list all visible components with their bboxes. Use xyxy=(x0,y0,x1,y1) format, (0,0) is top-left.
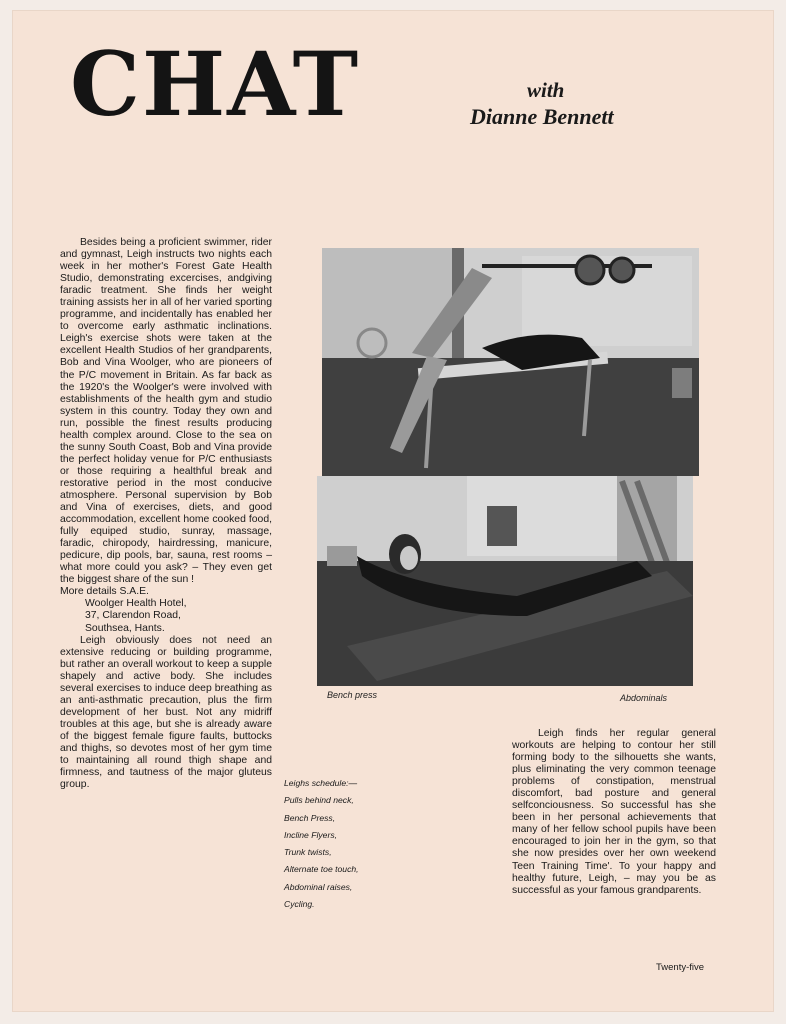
schedule-item: Cycling. xyxy=(284,899,315,910)
caption-abdominals: Abdominals xyxy=(620,693,668,703)
right-paragraph: Leigh finds her regular general workouts are helping to contour her still forming body to the silhouetts she wants, plus eliminating the very common teenage problems of constipation, menstrual discomfort, bad posture and general selfconciousness. So successful has she been in her personal achievements that many of her fellow school pupils have been encouraged to join her in the gym, so that she now presides over her own weekend Teen Training Time'. To your happy and healthy future, Leigh, – may you be as successful as your famous grandparents. xyxy=(512,728,716,896)
address-line: Southsea, Hants. xyxy=(85,622,165,634)
schedule-heading: Leighs schedule:— xyxy=(284,778,358,788)
subtitle-with: with xyxy=(527,78,565,102)
schedule-item: Trunk twists, xyxy=(284,847,332,858)
address-line: Woolger Health Hotel, xyxy=(85,598,187,610)
schedule-item: Alternate toe touch, xyxy=(284,864,359,875)
schedule-item: Pulls behind neck, xyxy=(284,795,354,806)
right-column xyxy=(512,728,716,897)
author-byline: Dianne Bennett xyxy=(470,104,614,129)
schedule-item: Bench Press, xyxy=(284,812,336,823)
caption-bench-press: Bench press xyxy=(327,690,378,700)
schedule-list xyxy=(284,775,404,913)
left-paragraph-2: Leigh obviously does not need an extensive reducing or building programme, but rather an overall workout to keep a supple shapely and active body. She includes several exercises to induce deep breathing as an anti-asthmatic precaution, plus the firm development of her bust. Not any midriff troubles at this age, but she is already aware of the biggest female figure faults, buttocks and thighs, so devotes most of her gym time to maintaining all round thigh shape and firmness, and tautness of the major gluteus group. xyxy=(60,634,272,791)
address-block xyxy=(60,586,272,634)
page-number: Twenty-five xyxy=(656,962,705,973)
address-intro: More details S.A.E. xyxy=(60,586,149,598)
left-column xyxy=(60,237,272,791)
schedule-item: Abdominal raises, xyxy=(284,881,353,892)
abdominals-photo xyxy=(317,476,693,686)
address-line: 37, Clarendon Road, xyxy=(85,610,181,622)
schedule-item: Incline Flyers, xyxy=(284,829,338,840)
bench-press-photo xyxy=(322,248,699,476)
page-title: CHAT xyxy=(70,32,361,136)
left-paragraph-1: Besides being a proficient swimmer, rider and gymnast, Leigh instructs two nights each week in her mother's Forest Gate Health Studio, demonstrating excercises, andgiving faradic treatment. She finds her weight training assists her in all of her varied sporting programme, and incidentally has enabled her to overcome early asthmatic inclinations. Leigh's exercise shots were taken at the excellent Health Studios of her grandparents, Bob and Vina Woolger, who are pioneers of the P/C movement in Britain. As far back as the 1920's the Woolger's were involved with establishments of the health gym and studio system in this country. Today they own and run, possible the finest results producing health complex around. Close to the sea on the sunny South Coast, Bob and Vina provide the perfect holiday venue for P/C enthusiasts or those requiring a healthful break and restorative period in the most conducive atmosphere. Personal supervision by Bob and Vina of exercises, diets, and good accommodation, excellent home cooked food, fully equiped studio, sunray, massage, faradic, chiropody, hairdressing, manicure, pedicure, dip pools, bar, sauna, rest rooms – what more could you ask? – They even get the biggest share of the sun ! xyxy=(60,237,272,586)
